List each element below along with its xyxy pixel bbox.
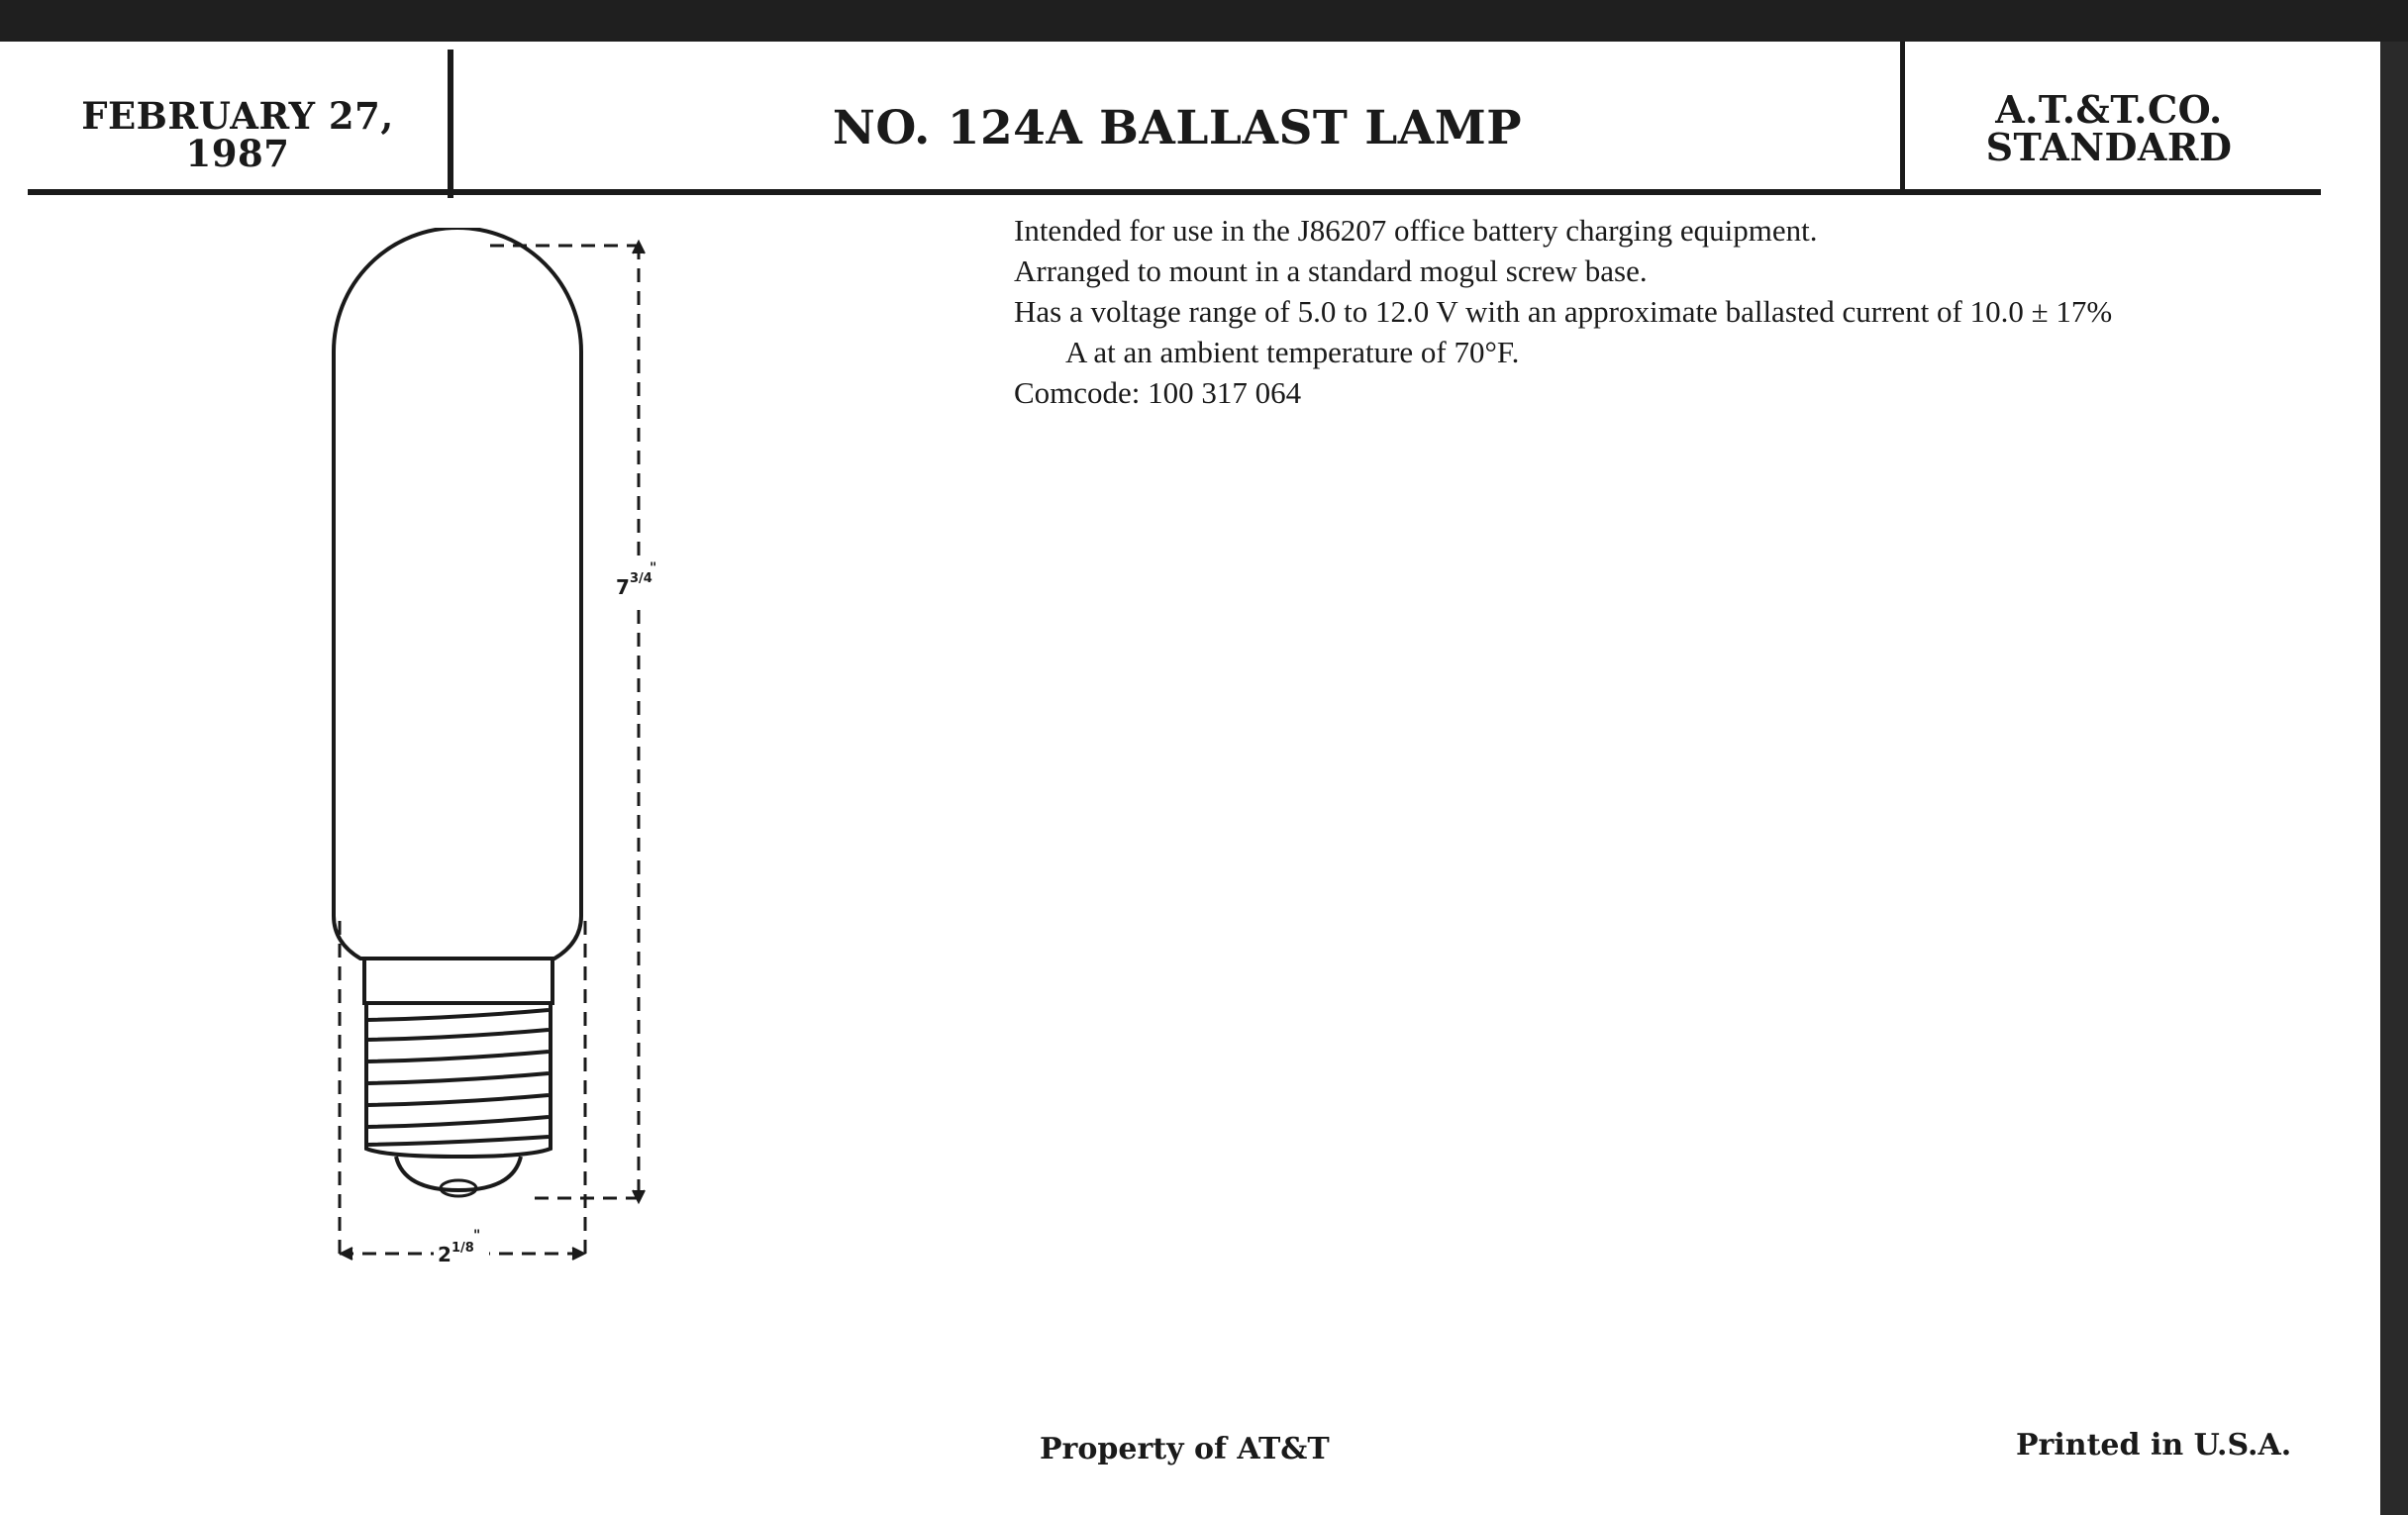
height-arrow-bottom xyxy=(633,1190,645,1202)
width-arrow-right xyxy=(572,1248,584,1260)
description-line-mount: Arranged to mount in a standard mogul screw base. xyxy=(1014,253,1648,288)
height-dimension-unit: " xyxy=(650,560,657,576)
description-line-temperature: A at an ambient temperature of 70°F. xyxy=(1065,335,1520,369)
scan-edge xyxy=(2380,42,2408,1515)
standard-label xyxy=(1906,87,2312,169)
width-dimension-whole: 2 xyxy=(438,1243,452,1266)
header-divider-left xyxy=(448,50,453,198)
lamp-threads xyxy=(368,1010,549,1145)
description-line-voltage: Has a voltage range of 5.0 to 12.0 V with an approximate ballasted current of 10.0 ± 17% xyxy=(1014,294,2113,329)
footer-property: Property of AT&T xyxy=(1040,1432,1330,1466)
height-dimension-fraction: 3/4 xyxy=(630,571,652,586)
lamp-drawing xyxy=(297,228,673,1317)
lamp-neck xyxy=(364,959,552,1003)
footer-printed: Printed in U.S.A. xyxy=(2016,1428,2292,1463)
issue-date-line2: 1987 xyxy=(185,132,290,175)
width-dimension xyxy=(340,921,585,1260)
lamp-contact xyxy=(396,1157,521,1190)
width-arrow-left xyxy=(341,1248,352,1260)
issue-date-line1: FEBRUARY 27, xyxy=(81,94,394,138)
header-rule xyxy=(28,189,2321,195)
page-title: NO. 124A BALLAST LAMP xyxy=(832,101,1523,155)
standard-label-line2: STANDARD xyxy=(1985,125,2233,169)
description-line-usage: Intended for use in the J86207 office battery charging equipment. xyxy=(1014,213,1818,248)
width-dimension-unit: " xyxy=(473,1228,481,1244)
height-arrow-top xyxy=(633,242,645,253)
lamp-bulb-outline xyxy=(334,228,581,959)
header-divider-right xyxy=(1900,42,1905,195)
width-dimension-fraction: 1/8 xyxy=(452,1241,474,1256)
description-line-comcode: Comcode: 100 317 064 xyxy=(1014,375,1302,410)
standard-label-line1: A.T.&T.CO. xyxy=(1995,87,2223,132)
issue-date xyxy=(40,94,436,175)
description xyxy=(1014,210,2341,413)
height-dimension-whole: 7 xyxy=(616,575,630,599)
